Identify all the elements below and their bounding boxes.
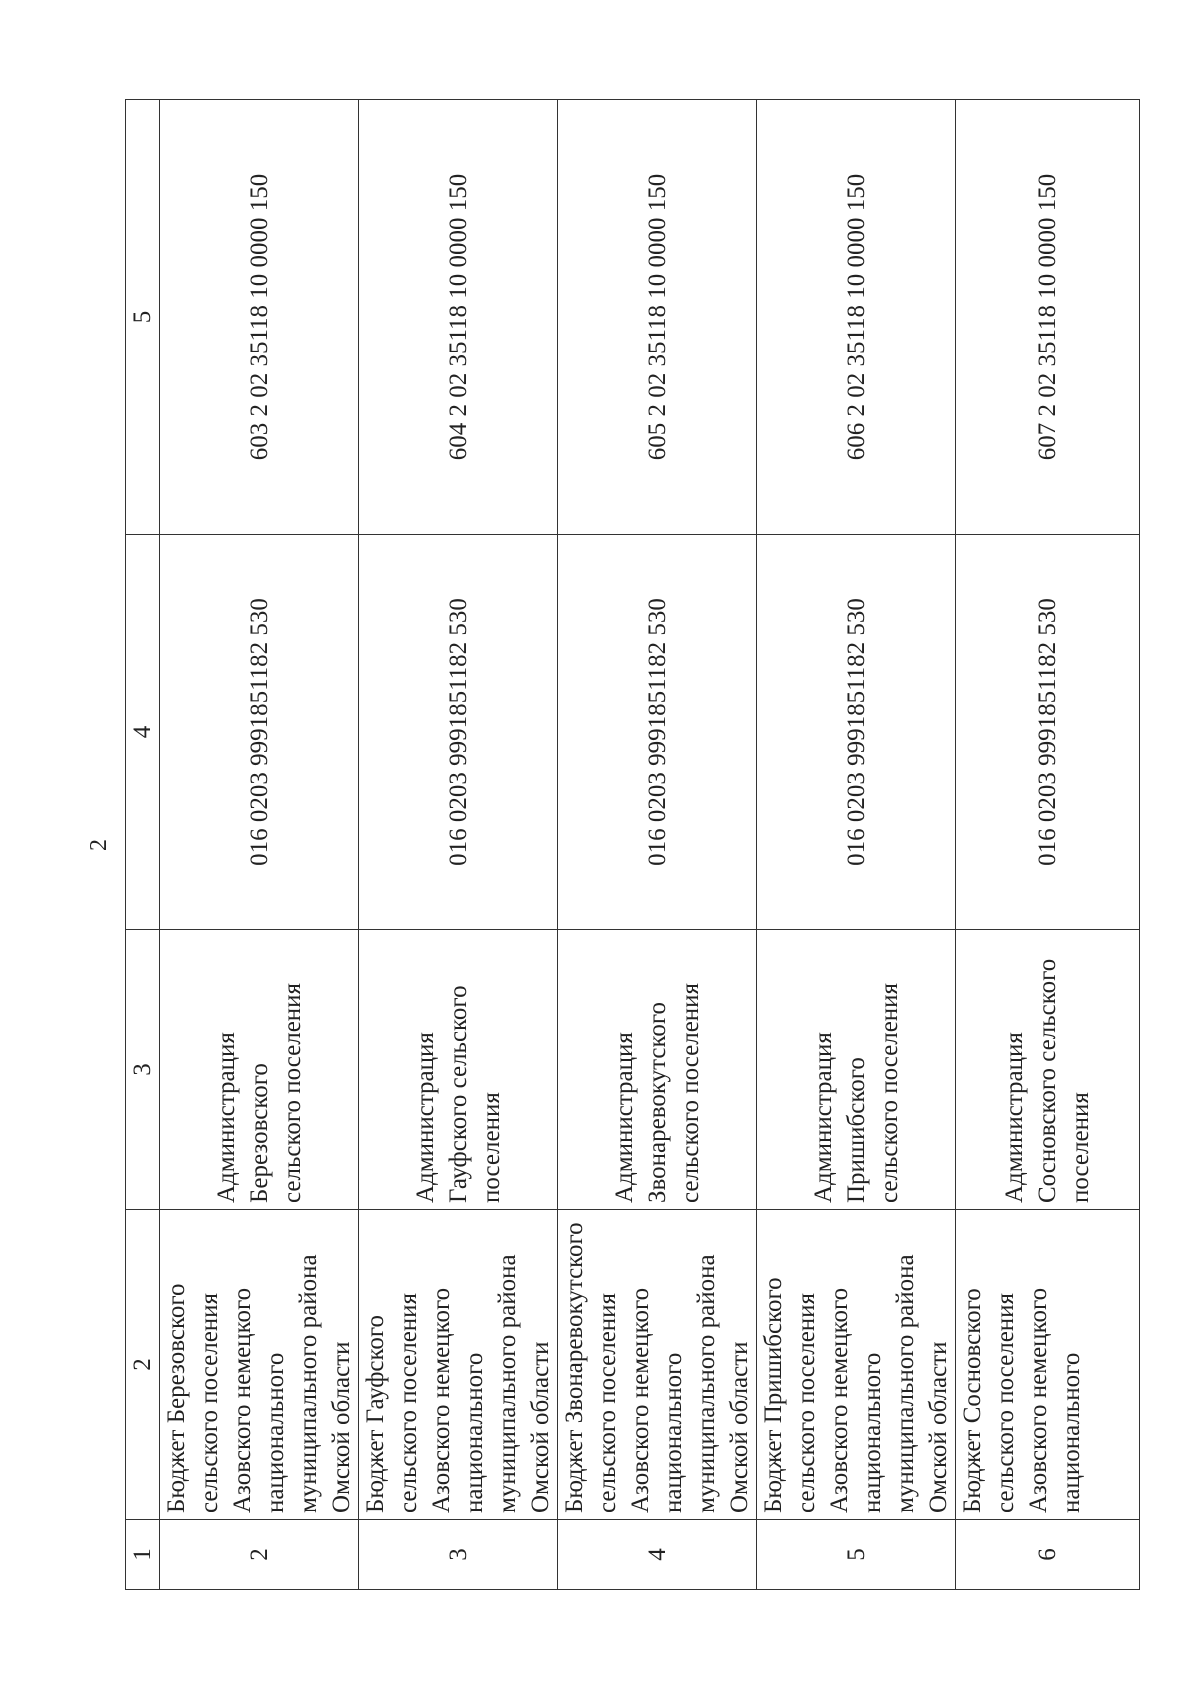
expense-code: 016 0203 9991851182 530 <box>558 535 757 930</box>
income-code: 604 2 02 35118 10 0000 150 <box>359 100 558 535</box>
income-code: 605 2 02 35118 10 0000 150 <box>558 100 757 535</box>
income-code: 603 2 02 35118 10 0000 150 <box>160 100 359 535</box>
row-number: 5 <box>757 1520 956 1590</box>
table-row <box>359 100 558 1590</box>
column-header-5: 5 <box>126 100 160 535</box>
header-row <box>126 100 160 1590</box>
column-header-2: 2 <box>126 1210 160 1520</box>
administrator-name: Администрация Сосновского сельского поселения <box>956 930 1140 1210</box>
budget-table <box>125 99 1140 1590</box>
administrator-name: Администрация Березовского сельского поселения <box>160 930 359 1210</box>
administrator-name: Администрация Гауфского сельского поселения <box>359 930 558 1210</box>
column-header-4: 4 <box>126 535 160 930</box>
administrator-name: Администрация Пришибского сельского поселения <box>757 930 956 1210</box>
row-number: 2 <box>160 1520 359 1590</box>
row-number: 3 <box>359 1520 558 1590</box>
document-page <box>80 80 1094 1610</box>
page-number: 2 <box>86 839 112 851</box>
table-row <box>160 100 359 1590</box>
budget-name: Бюджет Березовского сельского поселения Азовского немецкого национального муниципального района Омской области <box>160 1210 359 1520</box>
expense-code: 016 0203 9991851182 530 <box>359 535 558 930</box>
income-code: 607 2 02 35118 10 0000 150 <box>956 100 1140 535</box>
budget-name: Бюджет Звонаревокутского сельского поселения Азовского немецкого национального муниципального района Омской области <box>558 1210 757 1520</box>
table-row <box>956 100 1140 1590</box>
administrator-name: Администрация Звонаревокутского сельского поселения <box>558 930 757 1210</box>
budget-name: Бюджет Сосновского сельского поселения Азовского немецкого национального <box>956 1210 1140 1520</box>
budget-name: Бюджет Пришибского сельского поселения Азовского немецкого национального муниципального района Омской области <box>757 1210 956 1520</box>
expense-code: 016 0203 9991851182 530 <box>160 535 359 930</box>
table-row <box>757 100 956 1590</box>
row-number: 4 <box>558 1520 757 1590</box>
table-row <box>558 100 757 1590</box>
expense-code: 016 0203 9991851182 530 <box>956 535 1140 930</box>
expense-code: 016 0203 9991851182 530 <box>757 535 956 930</box>
budget-name: Бюджет Гауфского сельского поселения Азовского немецкого национального муниципального района Омской области <box>359 1210 558 1520</box>
row-number: 6 <box>956 1520 1140 1590</box>
income-code: 606 2 02 35118 10 0000 150 <box>757 100 956 535</box>
column-header-3: 3 <box>126 930 160 1210</box>
column-header-1: 1 <box>126 1520 160 1590</box>
